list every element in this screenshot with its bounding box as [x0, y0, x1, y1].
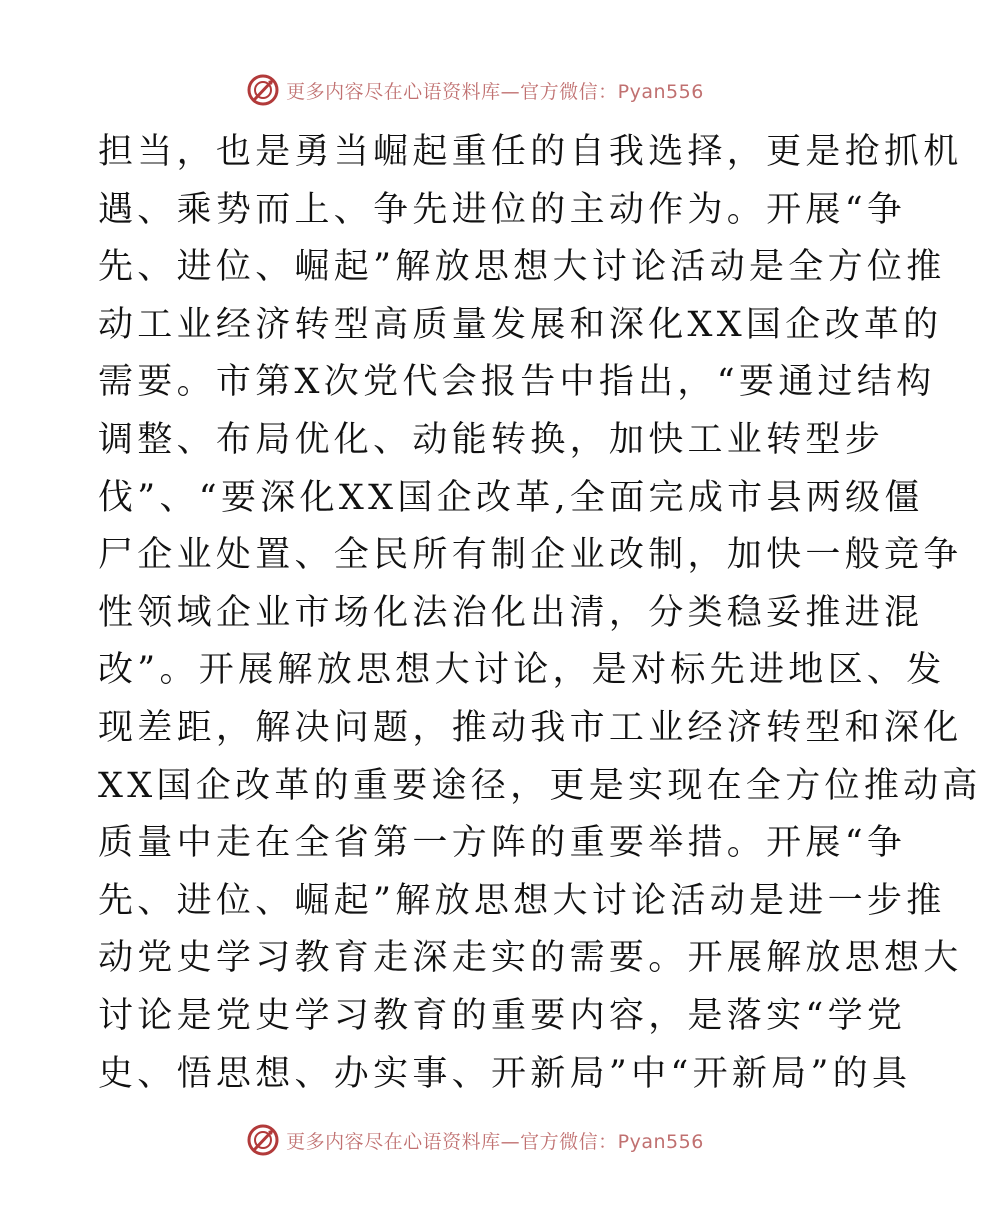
footer-watermark-banner [0, 1120, 950, 1160]
body-line: 需要。市第X次党代会报告中指出，“要通过结构 [98, 362, 936, 403]
brand-logo-icon [246, 1123, 280, 1157]
brand-logo-icon [246, 73, 280, 107]
body-line: 担当，也是勇当崛起重任的自我选择，更是抢抓机 [98, 132, 963, 172]
body-line: 动党史学习教育走深走实的需要。开展解放思想大 [98, 938, 963, 979]
body-line: 伐”、“要深化XX国企改革,全面完成市县两级僵 [98, 477, 924, 518]
document-body [98, 124, 982, 1103]
body-line: 遇、乘势而上、争先进位的主动作为。开展“争 [98, 189, 907, 230]
body-line: 现差距，解决问题，推动我市工业经济转型和深化 [98, 707, 963, 748]
body-line: 讨论是党史学习教育的重要内容，是落实“学党 [98, 995, 907, 1036]
body-line: 性领域企业市场化法治化出清，分类稳妥推进混 [98, 592, 924, 633]
body-line: 质量中走在全省第一方阵的重要举措。开展“争 [98, 823, 907, 864]
header-watermark-text: 更多内容尽在心语资料库—官方微信：Pyan556 [286, 80, 704, 103]
body-line: 调整、布局优化、动能转换，加快工业转型步 [98, 419, 885, 460]
body-line: 动工业经济转型高质量发展和深化XX国企改革的 [98, 304, 943, 345]
footer-watermark-text: 更多内容尽在心语资料库—官方微信：Pyan556 [286, 1130, 704, 1153]
body-line: 改”。开展解放思想大讨论，是对标先进地区、发 [98, 650, 946, 691]
body-line: 先、进位、崛起”解放思想大讨论活动是全方位推 [98, 247, 946, 288]
body-line: 先、进位、崛起”解放思想大讨论活动是进一步推 [98, 880, 946, 921]
body-line: 史、悟思想、办实事、开新局”中“开新局”的具 [98, 1053, 912, 1094]
body-line: XX国企改革的重要途径，更是实现在全方位推动高 [98, 765, 982, 806]
header-watermark-banner [0, 70, 950, 110]
body-line: 尸企业处置、全民所有制企业改制，加快一般竞争 [98, 535, 963, 576]
